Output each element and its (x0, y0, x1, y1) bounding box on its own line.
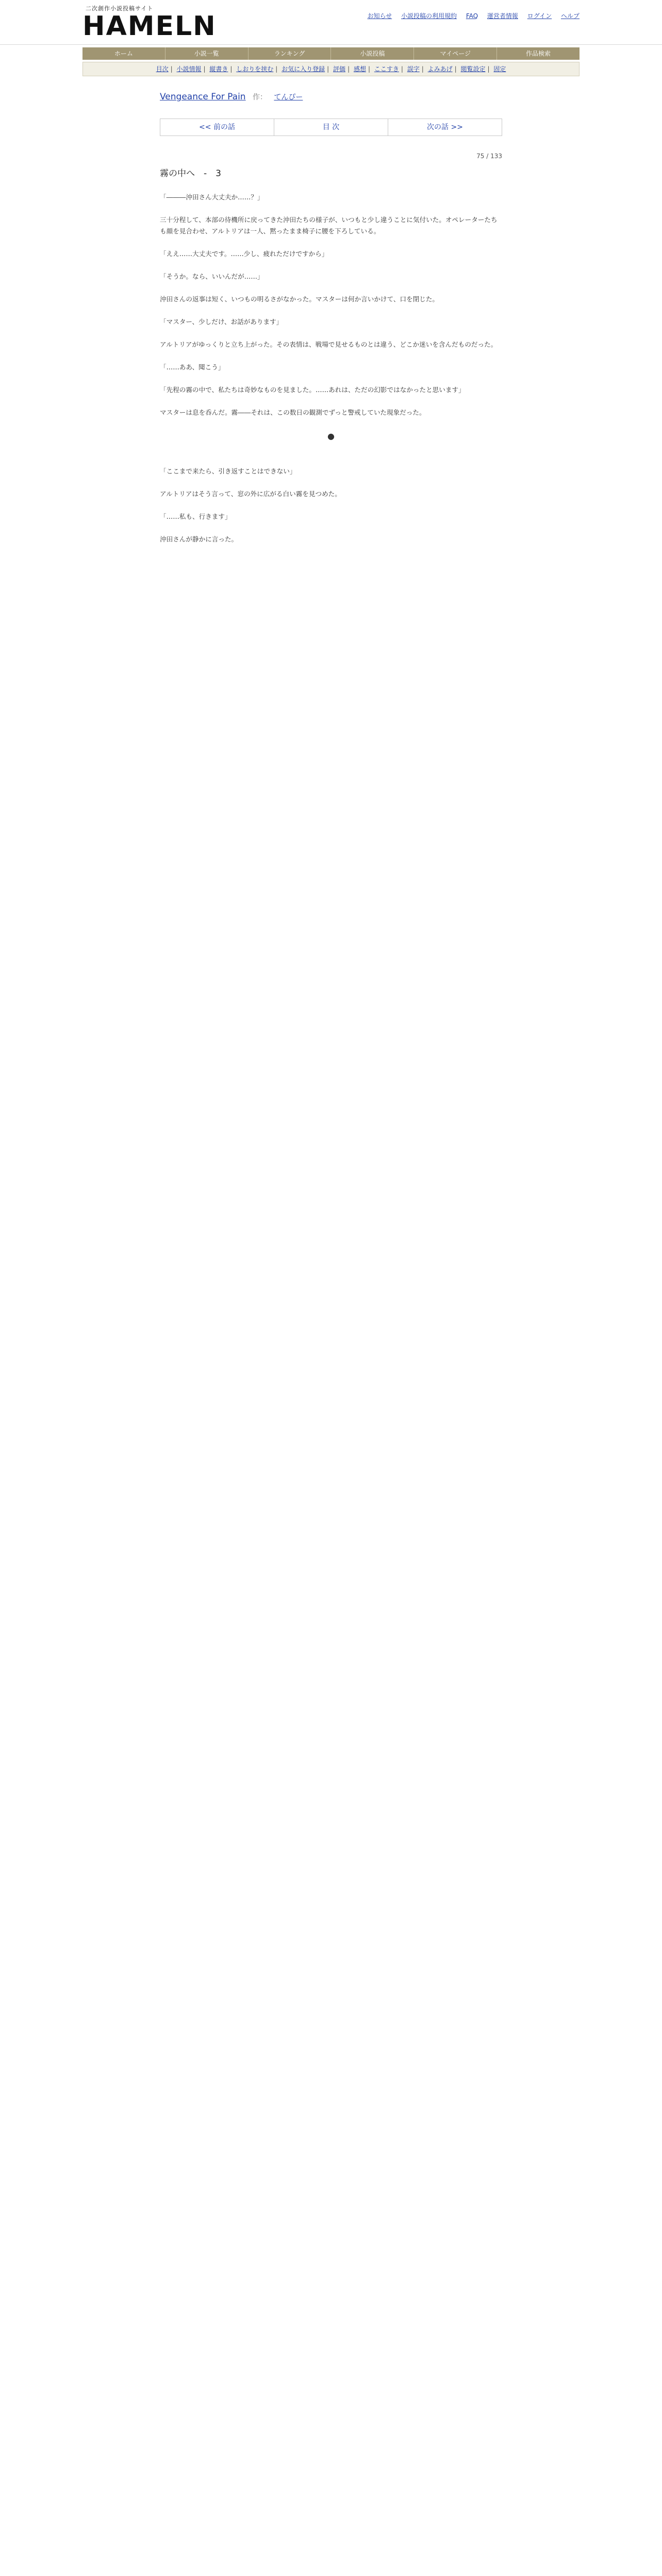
nav-search[interactable]: 作品検索 (526, 50, 551, 57)
episode-body (160, 192, 502, 556)
logo-subtitle: 二次創作小説投稿サイト (86, 5, 154, 12)
body-paragraph: アルトリアがゆっくりと立ち上がった。その表情は、戦場で見せるものとは違う、どこか迷いを含んだものだった。 (160, 341, 498, 348)
subnav-rating[interactable]: 評価 (333, 65, 346, 73)
top-link-help[interactable]: ヘルプ (560, 12, 580, 20)
novel-title[interactable]: Vengeance For Pain (160, 92, 246, 102)
main-nav (82, 47, 580, 60)
nav-mypage[interactable]: マイページ (414, 47, 497, 60)
subnav-readaloud[interactable]: よみあげ (427, 65, 453, 73)
site-logo[interactable] (82, 4, 217, 42)
top-links (360, 11, 580, 20)
body-paragraph: 沖田さんの返事は短く、いつもの明るさがなかった。マスターは何か言いかけて、口を閉じた。 (160, 295, 439, 303)
author-link[interactable]: てんぴー (274, 93, 303, 101)
subnav-vertical[interactable]: 縦書き (209, 65, 228, 73)
body-paragraph: 沖田さんが静かに言った。 (160, 535, 238, 543)
toc-link[interactable]: 目 次 (274, 119, 388, 135)
prev-episode-link[interactable]: << 前の話 (160, 119, 274, 135)
site-header (0, 0, 662, 45)
subnav-review[interactable]: 感想 (353, 65, 366, 73)
episode-title: 霧の中へ ‐ 3 (160, 168, 221, 179)
body-paragraph: 「マスター、少しだけ、お話があります」 (160, 318, 283, 326)
body-paragraph: 三十分程して、本部の待機所に戻ってきた沖田たちの様子が、いつもと少し違うことに気付いた。オペレーターたちも顔を見合わせ、アルトリアは一人、黙ったまま椅子に腰を下ろしている。 (160, 216, 498, 235)
top-link-news[interactable]: お知らせ (367, 12, 392, 20)
subnav-bookmark[interactable]: しおりを挟む (236, 65, 274, 73)
nav-novel-list[interactable]: 小説一覧 (166, 47, 249, 60)
top-link-operator[interactable]: 運営者情報 (487, 12, 518, 20)
subnav-info[interactable]: 小説情報 (176, 65, 202, 73)
scene-break-mark: ● (327, 431, 335, 441)
body-paragraph: 「―――沖田さん大丈夫か……？」 (160, 193, 264, 201)
subnav-toc[interactable]: 目次 (156, 65, 169, 73)
subnav-pin[interactable]: 固定 (493, 65, 506, 73)
body-paragraph: 「ええ……大丈夫です。……少し、疲れただけですから」 (160, 250, 328, 258)
logo-text: HAMELN (82, 11, 217, 42)
body-paragraph: マスターは息を呑んだ。霧――それは、この数日の観測でずっと警戒していた現象だった。 (160, 409, 426, 416)
subnav-typo[interactable]: 誤字 (407, 65, 420, 73)
top-link-terms[interactable]: 小説投稿の利用規約 (401, 12, 457, 20)
body-paragraph: 「ここまで来たら、引き返すことはできない」 (160, 467, 296, 475)
novel-subnav: 目次 | 小説情報 | 縦書き | しおりを挟む | お気に入り登録 | 評価 | 感想 | ここすき | 誤字 | よみあげ | 閲覧設定 | 固定 (82, 62, 580, 76)
next-episode-link[interactable]: 次の話 >> (427, 123, 463, 131)
body-paragraph: 「……ああ、聞こう」 (160, 363, 225, 371)
top-link-faq[interactable]: FAQ (466, 12, 478, 20)
body-paragraph: 「先程の霧の中で、私たちは奇妙なものを見ました。……あれは、ただの幻影ではなかったと思います」 (160, 386, 465, 394)
body-paragraph: 「……私も、行きます」 (160, 513, 231, 520)
novel-title-row (160, 92, 303, 102)
episode-pager (160, 118, 502, 136)
subnav-favorite[interactable]: お気に入り登録 (282, 65, 325, 73)
author-label: 作： (252, 93, 267, 101)
subnav-settings[interactable]: 閲覧設定 (460, 65, 486, 73)
nav-ranking[interactable]: ランキング (249, 47, 332, 60)
nav-home[interactable]: ホーム (82, 47, 166, 60)
body-paragraph: アルトリアはそう言って、窓の外に広がる白い霧を見つめた。 (160, 490, 341, 498)
episode-counter: 75 / 133 (476, 152, 502, 160)
body-paragraph: 「そうか。なら、いいんだが……」 (160, 273, 264, 280)
nav-post[interactable]: 小説投稿 (331, 47, 414, 60)
top-link-login[interactable]: ログイン (527, 12, 552, 20)
subnav-like[interactable]: ここすき (374, 65, 399, 73)
